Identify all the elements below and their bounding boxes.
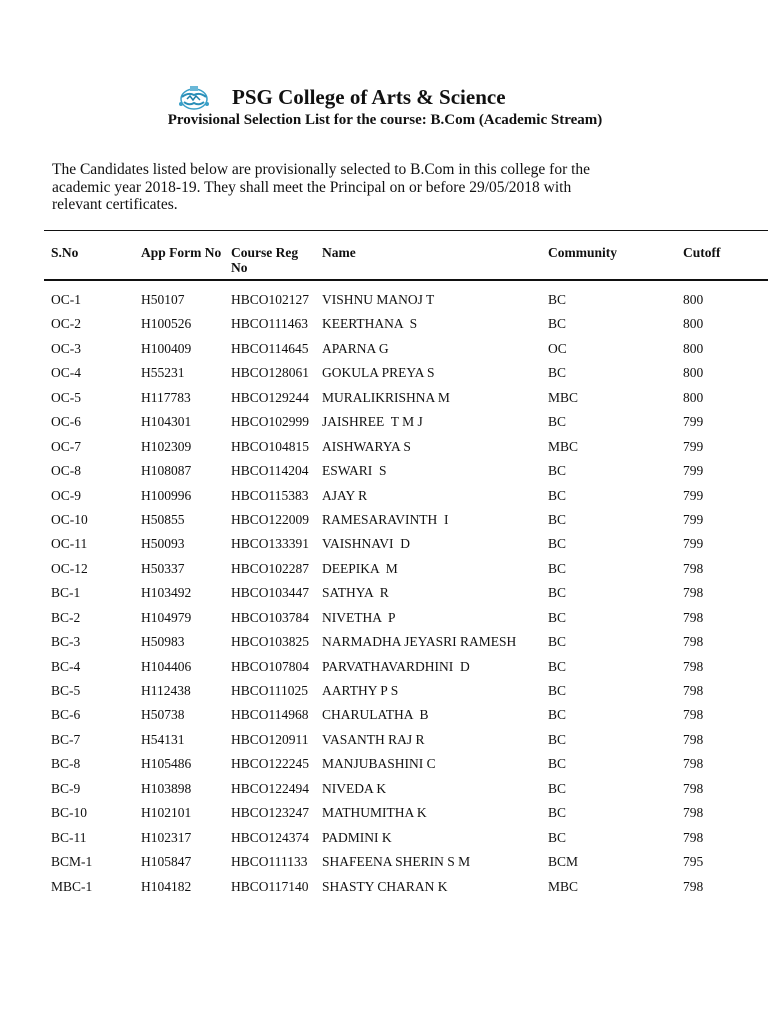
cell-community: BC: [548, 292, 567, 307]
cell-name: NIVEDA K: [322, 780, 387, 796]
cell-community: BC: [548, 805, 567, 821]
table-row: [0, 610, 768, 634]
cell-sno: BC-9: [51, 780, 81, 796]
college-crest-icon: [176, 84, 212, 112]
cell-cutoff: 798: [683, 707, 704, 723]
cell-sno: BC-8: [51, 756, 81, 772]
cell-course-reg: HBCO133391: [231, 536, 310, 552]
table-row: [0, 781, 768, 805]
cell-community: BC: [548, 707, 567, 723]
table-row: [0, 683, 768, 707]
cell-app-form: H112438: [141, 683, 191, 698]
table-row: [0, 756, 768, 780]
cell-sno: MBC-1: [51, 878, 93, 894]
page-title: PSG College of Arts & Science: [232, 85, 506, 109]
cell-app-form: H105486: [141, 756, 192, 772]
cell-name: APARNA G: [322, 340, 389, 356]
column-header-cutoff: Cutoff: [683, 245, 721, 260]
cell-cutoff: 798: [683, 805, 704, 821]
column-header-app-form: App Form No: [141, 245, 222, 260]
intro-line: academic year 2018-19. They shall meet the Principal on or before 29/05/2018 with: [52, 178, 572, 196]
cell-sno: OC-5: [51, 389, 81, 405]
cell-sno: OC-4: [51, 365, 81, 381]
cell-name: DEEPIKA M: [322, 560, 398, 576]
cell-cutoff: 800: [683, 365, 704, 381]
cell-community: BC: [548, 463, 567, 479]
cell-course-reg: HBCO122245: [231, 756, 310, 772]
table-row: [0, 341, 768, 365]
table-row: [0, 316, 768, 340]
table-header-rule: [44, 279, 768, 281]
cell-course-reg: HBCO128061: [231, 365, 310, 381]
cell-cutoff: 798: [683, 829, 704, 845]
cell-app-form: H105847: [141, 854, 192, 870]
cell-name: KEERTHANA S: [322, 316, 418, 332]
cell-course-reg: HBCO103825: [231, 634, 310, 650]
cell-sno: BC-7: [51, 731, 81, 747]
cell-name: VISHNU MANOJ T: [322, 292, 435, 307]
cell-community: BC: [548, 658, 567, 674]
cell-course-reg: HBCO103447: [231, 585, 310, 601]
cell-course-reg: HBCO102287: [231, 560, 310, 576]
cell-course-reg: HBCO102999: [231, 414, 310, 430]
cell-community: BC: [548, 634, 567, 650]
cell-cutoff: 798: [683, 756, 704, 772]
cell-name: NARMADHA JEYASRI RAMESH: [322, 634, 517, 650]
cell-name: RAMESARAVINTH I: [322, 511, 449, 527]
cell-course-reg: HBCO122009: [231, 511, 310, 527]
cell-cutoff: 799: [683, 438, 704, 454]
cell-cutoff: 799: [683, 536, 704, 552]
cell-app-form: H50855: [141, 511, 185, 527]
cell-community: BC: [548, 683, 567, 698]
cell-course-reg: HBCO102127: [231, 292, 310, 307]
table-row: [0, 561, 768, 585]
cell-cutoff: 799: [683, 414, 704, 430]
document-header: [0, 82, 768, 116]
cell-community: MBC: [548, 389, 579, 405]
cell-course-reg: HBCO114645: [231, 340, 309, 356]
cell-app-form: H102101: [141, 805, 192, 821]
cell-community: BC: [548, 731, 567, 747]
table-row: [0, 732, 768, 756]
cell-cutoff: 799: [683, 463, 704, 479]
cell-name: JAISHREE T M J: [322, 414, 423, 430]
column-header-community: Community: [548, 245, 618, 260]
cell-name: VASANTH RAJ R: [322, 731, 425, 747]
cell-sno: OC-8: [51, 463, 81, 479]
cell-name: PADMINI K: [322, 829, 392, 845]
cell-cutoff: 798: [683, 780, 704, 796]
cell-app-form: H104301: [141, 414, 192, 430]
cell-sno: BC-2: [51, 609, 81, 625]
cell-sno: OC-1: [51, 292, 81, 307]
cell-course-reg: HBCO115383: [231, 487, 309, 503]
cell-sno: OC-11: [51, 536, 88, 552]
cell-course-reg: HBCO124374: [231, 829, 310, 845]
cell-app-form: H54131: [141, 731, 185, 747]
table-row: [0, 634, 768, 658]
table-row: [0, 707, 768, 731]
cell-name: PARVATHAVARDHINI D: [322, 658, 470, 674]
cell-community: OC: [548, 340, 567, 356]
cell-community: BC: [548, 609, 567, 625]
cell-sno: BCM-1: [51, 854, 93, 870]
cell-app-form: H100996: [141, 487, 192, 503]
cell-community: BC: [548, 536, 567, 552]
column-header-course-reg-line2: No: [231, 260, 248, 275]
cell-course-reg: HBCO114968: [231, 707, 309, 723]
cell-app-form: H50983: [141, 634, 185, 650]
cell-app-form: H100526: [141, 316, 192, 332]
cell-sno: OC-6: [51, 414, 81, 430]
cell-app-form: H55231: [141, 365, 185, 381]
cell-cutoff: 799: [683, 487, 704, 503]
cell-cutoff: 798: [683, 609, 704, 625]
cell-cutoff: 800: [683, 389, 704, 405]
column-header-course-reg-line1: Course Reg: [231, 245, 299, 260]
cell-name: CHARULATHA B: [322, 707, 429, 723]
cell-name: AARTHY P S: [322, 683, 399, 698]
table-row: [0, 879, 768, 903]
cell-sno: OC-2: [51, 316, 81, 332]
cell-community: BCM: [548, 854, 579, 870]
cell-sno: OC-10: [51, 511, 88, 527]
cell-community: BC: [548, 756, 567, 772]
cell-name: AISHWARYA S: [322, 438, 411, 454]
cell-community: BC: [548, 780, 567, 796]
cell-cutoff: 798: [683, 634, 704, 650]
cell-sno: BC-6: [51, 707, 81, 723]
table-row: [0, 854, 768, 878]
cell-course-reg: HBCO107804: [231, 658, 310, 674]
cell-cutoff: 795: [683, 854, 704, 870]
cell-cutoff: 798: [683, 731, 704, 747]
cell-cutoff: 798: [683, 878, 704, 894]
cell-name: MANJUBASHINI C: [322, 756, 436, 772]
cell-cutoff: 800: [683, 292, 704, 307]
cell-cutoff: 798: [683, 658, 704, 674]
cell-course-reg: HBCO111133: [231, 854, 308, 870]
cell-course-reg: HBCO111463: [231, 316, 309, 332]
cell-app-form: H50738: [141, 707, 185, 723]
cell-cutoff: 798: [683, 585, 704, 601]
cell-name: NIVETHA P: [322, 609, 396, 625]
column-header-course-reg: [231, 245, 298, 275]
cell-name: SATHYA R: [322, 585, 389, 601]
cell-cutoff: 800: [683, 340, 704, 356]
cell-community: BC: [548, 414, 567, 430]
cell-cutoff: 800: [683, 316, 704, 332]
cell-name: MURALIKRISHNA M: [322, 389, 450, 405]
cell-app-form: H117783: [141, 389, 191, 405]
cell-name: AJAY R: [322, 487, 368, 503]
cell-course-reg: HBCO117140: [231, 878, 309, 894]
cell-course-reg: HBCO123247: [231, 805, 310, 821]
table-row: [0, 659, 768, 683]
cell-name: VAISHNAVI D: [322, 536, 411, 552]
cell-community: BC: [548, 585, 567, 601]
cell-sno: BC-11: [51, 829, 87, 845]
cell-community: BC: [548, 365, 567, 381]
cell-cutoff: 798: [683, 560, 704, 576]
table-row: [0, 830, 768, 854]
cell-sno: OC-9: [51, 487, 81, 503]
table-row: [0, 365, 768, 389]
cell-community: BC: [548, 487, 567, 503]
cell-name: SHAFEENA SHERIN S M: [322, 854, 471, 870]
intro-paragraph: [52, 161, 652, 214]
cell-app-form: H102309: [141, 438, 192, 454]
table-top-rule: [44, 230, 768, 231]
cell-course-reg: HBCO129244: [231, 389, 310, 405]
cell-course-reg: HBCO111025: [231, 683, 309, 698]
cell-app-form: H50107: [141, 292, 185, 307]
cell-app-form: H104182: [141, 878, 192, 894]
cell-cutoff: 799: [683, 511, 704, 527]
cell-course-reg: HBCO120911: [231, 731, 309, 747]
column-header-name: Name: [322, 245, 356, 260]
cell-course-reg: HBCO103784: [231, 609, 310, 625]
cell-sno: BC-10: [51, 805, 88, 821]
cell-community: BC: [548, 829, 567, 845]
intro-line: relevant certificates.: [52, 196, 178, 213]
table-row: [0, 463, 768, 487]
table-row: [0, 439, 768, 463]
cell-course-reg: HBCO114204: [231, 463, 309, 479]
cell-sno: OC-12: [51, 560, 88, 576]
cell-community: BC: [548, 511, 567, 527]
cell-course-reg: HBCO122494: [231, 780, 310, 796]
cell-name: SHASTY CHARAN K: [322, 878, 448, 894]
table-body: [0, 292, 768, 903]
cell-app-form: H100409: [141, 340, 192, 356]
table-row: [0, 536, 768, 560]
cell-app-form: H103898: [141, 780, 192, 796]
cell-community: BC: [548, 316, 567, 332]
cell-community: BC: [548, 560, 567, 576]
table-row: [0, 414, 768, 438]
table-row: [0, 488, 768, 512]
table-row: [0, 390, 768, 414]
cell-name: ESWARI S: [322, 463, 387, 479]
table-row: [0, 585, 768, 609]
table-row: [0, 292, 768, 316]
cell-sno: OC-3: [51, 340, 81, 356]
cell-app-form: H102317: [141, 829, 192, 845]
column-header-sno: S.No: [51, 245, 79, 260]
cell-app-form: H50337: [141, 560, 185, 576]
cell-app-form: H103492: [141, 585, 192, 601]
cell-name: MATHUMITHA K: [322, 805, 427, 821]
cell-app-form: H50093: [141, 536, 185, 552]
cell-app-form: H104979: [141, 609, 192, 625]
cell-app-form: H108087: [141, 463, 192, 479]
cell-name: GOKULA PREYA S: [322, 365, 435, 381]
cell-sno: BC-1: [51, 585, 81, 601]
cell-sno: BC-5: [51, 683, 81, 698]
cell-sno: BC-3: [51, 634, 81, 650]
table-row: [0, 805, 768, 829]
page-subtitle: Provisional Selection List for the course: B.Com (Academic Stream): [167, 112, 603, 128]
table-row: [0, 512, 768, 536]
cell-app-form: H104406: [141, 658, 192, 674]
cell-course-reg: HBCO104815: [231, 438, 310, 454]
intro-line: The Candidates listed below are provisionally selected to B.Com in this college for the: [52, 161, 591, 178]
cell-community: MBC: [548, 438, 579, 454]
cell-community: MBC: [548, 878, 579, 894]
cell-sno: BC-4: [51, 658, 81, 674]
cell-cutoff: 798: [683, 683, 704, 698]
cell-sno: OC-7: [51, 438, 81, 454]
